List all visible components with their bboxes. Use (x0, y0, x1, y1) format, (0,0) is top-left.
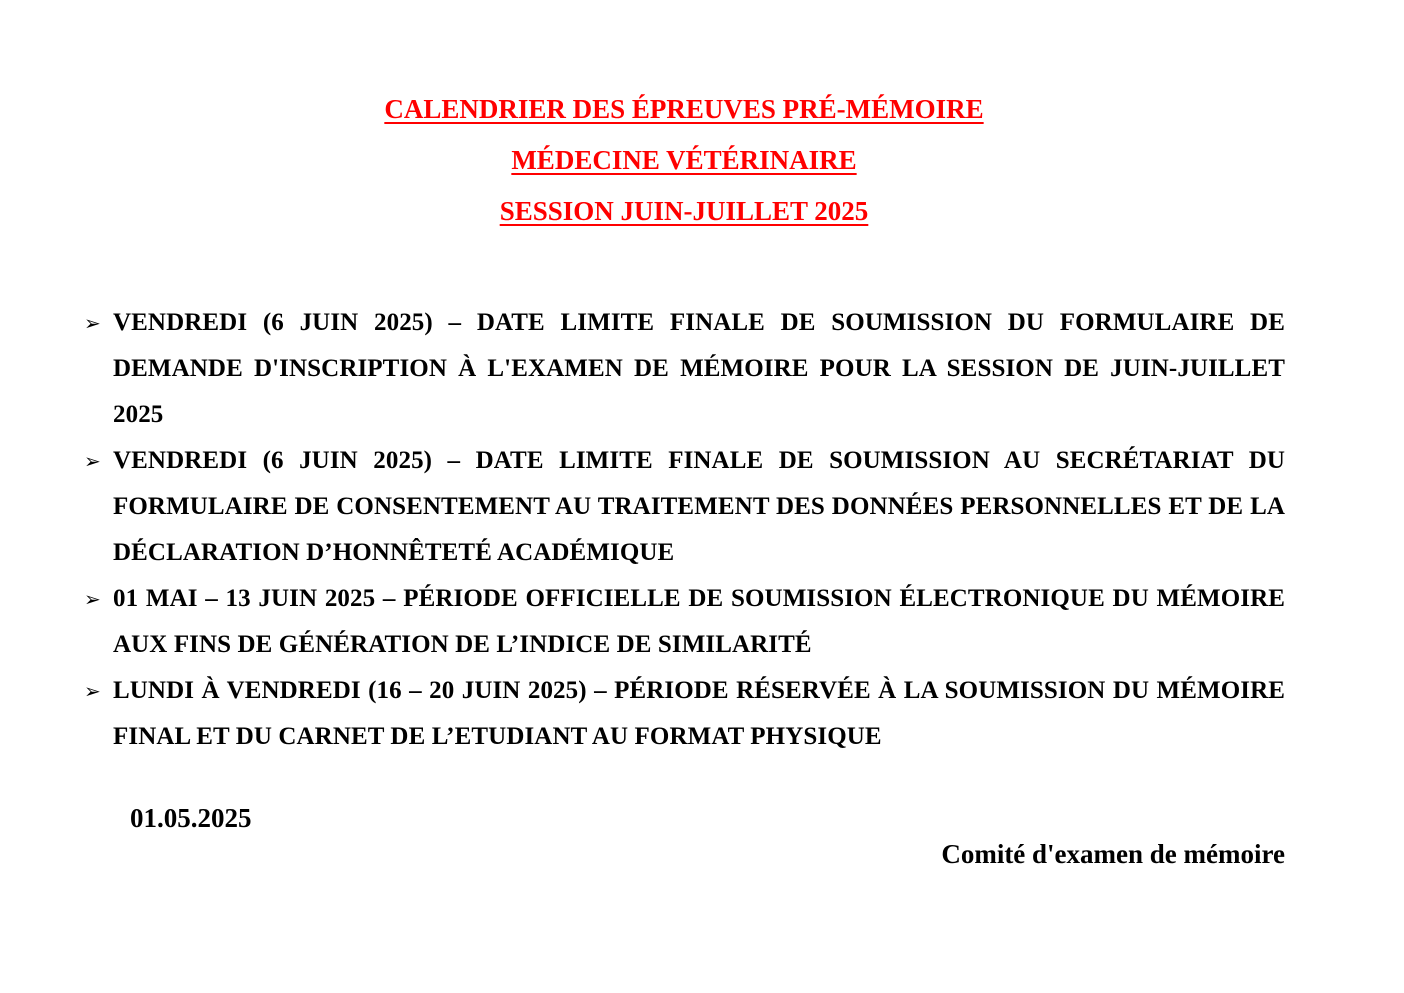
arrowhead-right-icon: ➢ (84, 449, 101, 473)
list-item (84, 576, 1285, 668)
schedule-list (84, 300, 1285, 760)
signature-committee: Comité d'examen de mémoire (941, 839, 1285, 869)
list-item-text: 01 MAI – 13 JUIN 2025 – PÉRIODE OFFICIELLE DE SOUMISSION ÉLECTRONIQUE DU MÉMOIRE AUX FINS DE GÉNÉRATION DE L’INDICE DE SIMILARITÉ (113, 585, 1285, 658)
title-block (0, 84, 1368, 237)
title-line-2: MÉDECINE VÉTÉRINAIRE (511, 145, 857, 175)
arrowhead-right-icon: ➢ (84, 587, 101, 611)
arrowhead-right-icon: ➢ (84, 311, 101, 335)
title-line-1: CALENDRIER DES ÉPREUVES PRÉ-MÉMOIRE (384, 94, 984, 124)
list-item-text: VENDREDI (6 JUIN 2025) – DATE LIMITE FINALE DE SOUMISSION DU FORMULAIRE DE DEMANDE D'INSCRIPTION À L'EXAMEN DE MÉMOIRE POUR LA SESSION DE JUIN-JUILLET 2025 (113, 309, 1285, 428)
document-date: 01.05.2025 (130, 803, 252, 833)
title-line-3: SESSION JUIN-JUILLET 2025 (499, 196, 869, 226)
list-item (84, 438, 1285, 576)
list-item (84, 300, 1285, 438)
arrowhead-right-icon: ➢ (84, 679, 101, 703)
list-item (84, 668, 1285, 760)
list-item-text: LUNDI À VENDREDI (16 – 20 JUIN 2025) – PÉRIODE RÉSERVÉE À LA SOUMISSION DU MÉMOIRE FINAL ET DU CARNET DE L’ETUDIANT AU FORMAT PHYSIQUE (113, 677, 1285, 750)
list-item-text: VENDREDI (6 JUIN 2025) – DATE LIMITE FINALE DE SOUMISSION AU SECRÉTARIAT DU FORMULAIRE DE CONSENTEMENT AU TRAITEMENT DES DONNÉES PERSONNELLES ET DE LA DÉCLARATION D’HONNÊTETÉ ACADÉMIQUE (113, 447, 1285, 566)
